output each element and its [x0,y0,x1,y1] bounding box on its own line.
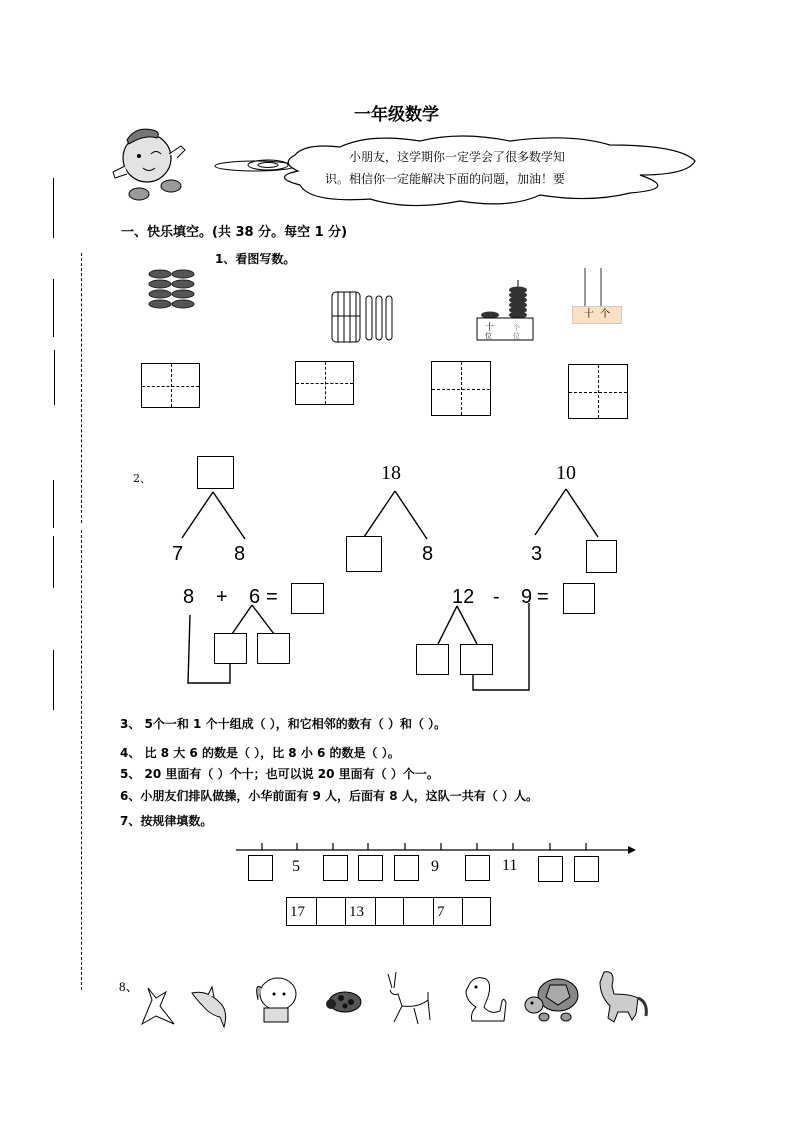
eq-2-a: 12 [452,586,475,608]
eq-2-split-box-2[interactable] [460,644,493,675]
abacus-tens-label: 十 [583,309,594,320]
bond-2-left-box[interactable] [346,536,382,572]
eq-2-answer-box[interactable] [563,583,595,614]
question-3: 3、 5个一和 1 个十组成（ ），和它相邻的数有（ ）和（ ）。 [120,717,447,731]
sequence-cell-3: 13 [345,897,376,926]
deer-icon [378,970,438,1030]
abacus-ones-label: 个 [600,309,611,320]
sequence-cell-2[interactable] [316,897,346,926]
intro-line-2: 识。相信你一定能解决下面的问题，加油！要 [325,172,566,186]
eq-1-answer-box[interactable] [291,583,324,614]
eq-2-equals: = [537,586,549,608]
eq-1-equals: = [266,586,278,608]
question-1-label: 1、看图写数。 [215,252,296,266]
svg-text:位: 位 [513,332,520,340]
ladybug-icon [323,990,363,1016]
eq-1-split-box-2[interactable] [257,633,290,664]
dolphin-icon [188,985,233,1030]
question-6: 6、小朋友们排队做操，小华前面有 9 人，后面有 8 人，这队一共有（ ）人。 [120,789,538,803]
sequence-cell-7[interactable] [462,897,491,926]
eq-1-a: 8 [183,586,195,608]
eq-2-op: - [493,586,500,608]
eq-1-split-box-1[interactable] [214,633,247,664]
bond-3-top: 10 [556,462,576,484]
number-line-value-6: 9 [431,858,439,875]
bond-3-right-box[interactable] [586,540,617,573]
svg-text:位: 位 [485,332,492,340]
elephant-icon [248,976,298,1028]
eq-2-b: 9 [521,586,533,608]
question-2-label: 2、 [133,472,151,485]
eq-1-op: + [216,586,228,608]
dog-icon [460,973,510,1028]
number-line-slot-5[interactable] [394,855,419,881]
bond-1-top-box[interactable] [197,456,234,489]
intro-line-1: 小朋友，这学期你一定学会了很多数学知 [349,150,566,164]
number-line-slot-3[interactable] [323,855,348,881]
sequence-cell-6: 7 [433,897,463,926]
question-8-label: 8、 [119,979,139,994]
number-line-value-2: 5 [292,858,300,875]
horse-icon [590,968,650,1028]
bond-3-left: 3 [531,543,543,565]
sequence-cell-4[interactable] [375,897,404,926]
svg-text:个: 个 [513,324,520,332]
number-line-value-8: 11 [502,857,518,874]
turtle-icon [524,975,580,1025]
bond-2-right: 8 [422,543,434,565]
bond-1-right: 8 [234,543,246,565]
number-line-slot-7[interactable] [465,855,490,881]
question-5: 5、 20 里面有（ ）个十；也可以说 20 里面有（ ）个一。 [120,767,439,781]
bond-2-top: 18 [381,462,401,484]
section-heading: 一、快乐填空。(共 38 分。每空 1 分) [121,225,348,240]
number-line-slot-10[interactable] [574,856,599,882]
page-title: 一年级数学 [354,105,439,125]
eq-2-split-box-1[interactable] [416,644,449,675]
number-line-slot-4[interactable] [358,855,383,881]
tens-place-label: 十 [485,323,495,333]
eq-1-b: 6 [249,586,261,608]
bond-1-left: 7 [172,543,184,565]
number-line-slot-1[interactable] [248,855,273,881]
sequence-cell-1: 17 [286,897,317,926]
number-line-slot-9[interactable] [538,856,563,882]
question-7-label: 7、按规律填数。 [120,814,213,828]
sequence-cell-5[interactable] [403,897,434,926]
question-4: 4、 比 8 大 6 的数是（ ），比 8 小 6 的数是（ ）。 [120,746,400,760]
bird-icon [130,982,175,1027]
